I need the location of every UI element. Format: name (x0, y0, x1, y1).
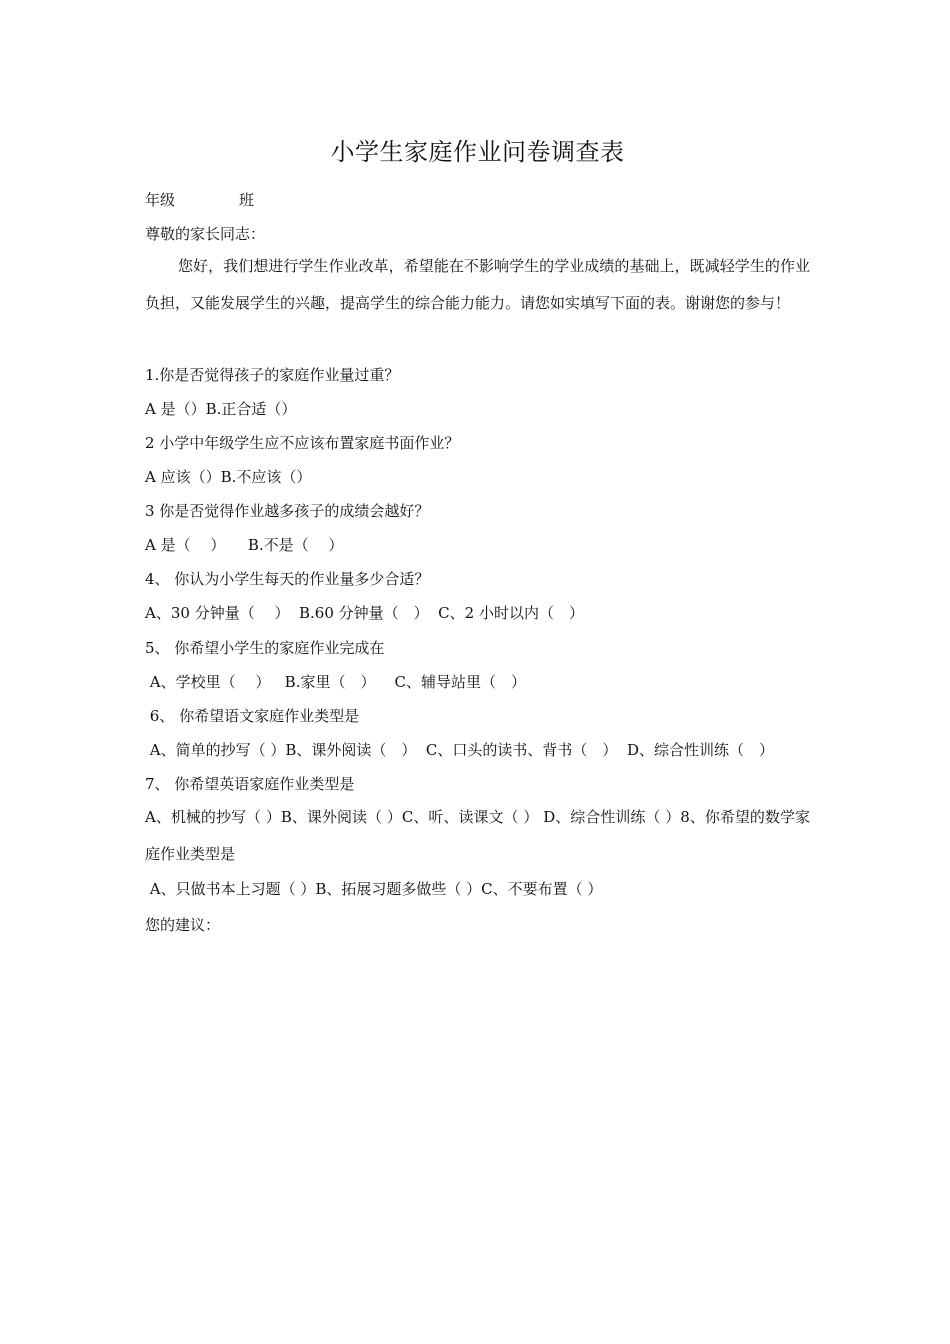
intro-paragraph: 您好，我们想进行学生作业改革，希望能在不影响学生的学业成绩的基础上，既减轻学生的作业负担，又能发展学生的兴趣，提高学生的综合能力能力。请您如实填写下面的表。谢谢您的参与！ (145, 257, 810, 312)
question-3: 3 你是否觉得作业越多孩子的成绩会越好？ (145, 502, 430, 520)
grade-label: 年级 (145, 191, 176, 209)
question-5-options: A、学校里（ ） B.家里（ ） C、辅导站里（ ） (145, 673, 527, 691)
class-label: 班 (239, 191, 255, 209)
question-6-options: A、简单的抄写（ ）B、课外阅读（ ） C、口头的读书、背书（ ） D、综合性训练（ ） (145, 741, 774, 759)
question-3-options: A 是（ ） B.不是（ ） (145, 536, 344, 554)
question-7-options: A、机械的抄写（ ）B、课外阅读（ ）C、听、读课文（ ） D、综合性训练（ ）8、你希望的数学家庭作业类型是 (145, 808, 810, 863)
question-5: 5、 你希望小学生的家庭作业完成在 (145, 639, 385, 657)
question-7: 7、 你希望英语家庭作业类型是 (145, 775, 355, 793)
question-1-options: A 是（）B.正合适（） (145, 400, 297, 418)
question-6: 6、 你希望语文家庭作业类型是 (145, 707, 360, 725)
grade-class-line (145, 190, 254, 210)
question-2-options: A 应该（）B.不应该（） (145, 468, 312, 486)
suggestion-label: 您的建议： (145, 916, 221, 934)
question-4-options: A、30 分钟量（ ） B.60 分钟量（ ） C、2 小时以内（ ） (145, 604, 584, 622)
question-4: 4、 你认为小学生每天的作业量多少合适？ (145, 570, 430, 588)
greeting: 尊敬的家长同志： (145, 225, 266, 243)
question-8-options: A、只做书本上习题（ ）B、拓展习题多做些（ ）C、不要布置（ ） (145, 880, 603, 898)
document-title: 小学生家庭作业问卷调查表 (330, 138, 625, 166)
question-2: 2 小学中年级学生应不应该布置家庭书面作业？ (145, 434, 460, 452)
question-1: 1.你是否觉得孩子的家庭作业量过重？ (145, 366, 400, 384)
